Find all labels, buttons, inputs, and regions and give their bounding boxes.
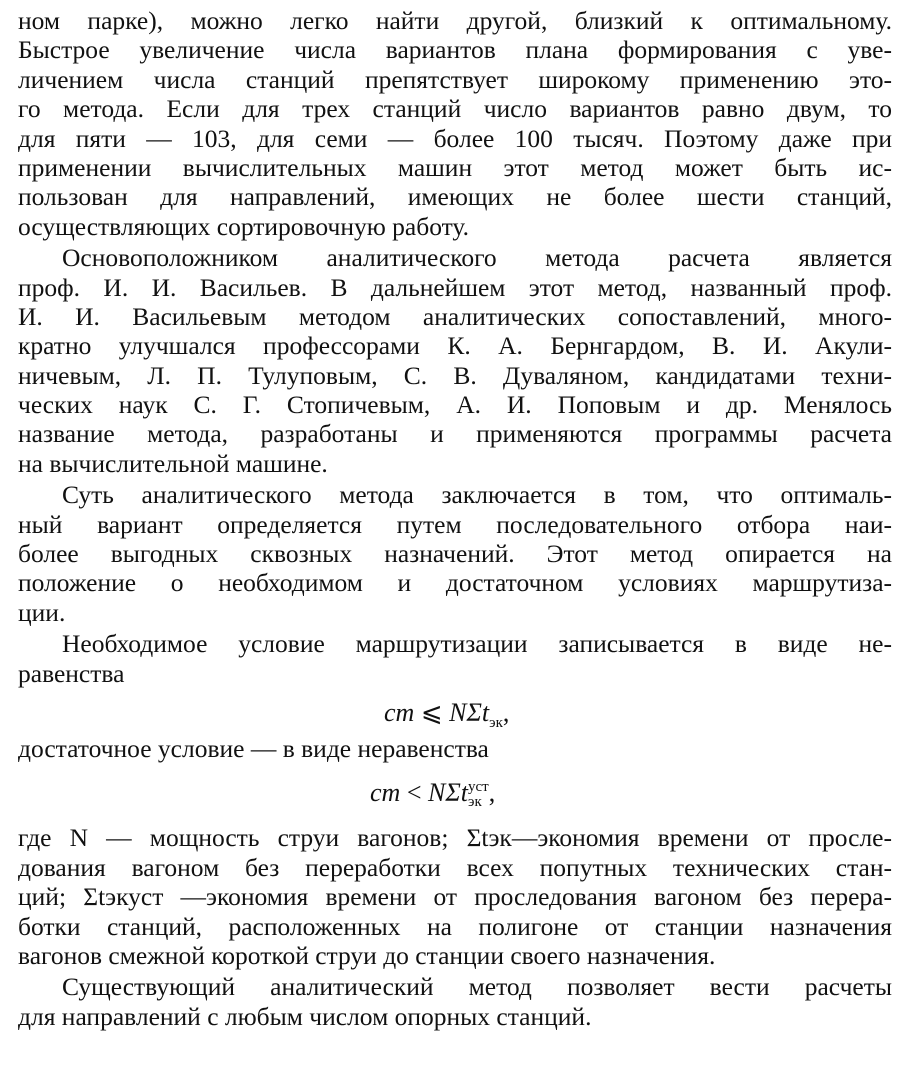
text-line: вагонов смежной короткой струи до станции своего назначения. [18,940,716,970]
paragraph-1 [18,6,892,241]
text-line: для пяти — 103, для семи — более 100 тысяч. Поэтому даже при [18,123,892,153]
text-line: И. И. Васильевым методом аналитических сопоставлений, много- [18,301,892,331]
formula-operator: < [406,778,422,808]
text-line: ный вариант определяется путем последовательного отбора наи- [18,509,892,539]
final-paragraph [18,972,892,1031]
text-line: Суть аналитического метода заключается в том, что оптималь- [62,480,892,510]
text-line: пользован для направлений, имеющих не более шести станций, [18,182,892,212]
text-line: название метода, разработаны и применяются программы расчета [18,419,892,449]
formula-lhs: cm [370,778,401,808]
text-line: осуществляющих сортировочную работу. [18,211,469,241]
formula-operator: ⩽ [420,697,443,727]
paragraph-4 [18,629,892,688]
text-line: дования вагоном без переработки всех попутных технических стан- [18,852,892,882]
formula-lhs: cm [384,697,415,727]
text-line: ботки станций, расположенных на полигоне от станции назначения [18,911,892,941]
text-line: Быстрое увеличение числа вариантов плана формирования с уве- [18,35,892,65]
text-line: Необходимое условие маршрутизации записывается в виде не- [62,629,892,659]
text-line: го метода. Если для трех станций число вариантов равно двум, то [18,94,892,124]
text-line: где N — мощность струи вагонов; Σtэк—экономия времени от просле- [18,823,892,853]
formula-rhs: NΣt [428,778,469,808]
formula-tail: , [502,697,510,727]
text-line: проф. И. И. Васильев. В дальнейшем этот метод, названный проф. [18,272,892,302]
text-line: положение о необходимом и достаточном условиях маршрутиза- [18,568,892,598]
text-line: ном парке), можно легко найти другой, близкий к оптимальному. [18,6,892,35]
text-line: на вычислительной машине. [18,448,328,478]
text-line: ций; Σtэкуст —экономия времени от проследования вагоном без перера- [18,882,892,912]
text-line: более выгодных сквозных назначений. Этот метод опирается на [18,539,892,569]
text-line: достаточное условие — в виде неравенства [18,733,489,763]
text-line: кратно улучшался профессорами К. А. Бернгардом, В. И. Акули- [18,331,892,361]
sufficient-condition-formula [18,767,892,817]
text-line: ции. [18,597,66,627]
text-line: ческих наук С. Г. Стопичевым, А. И. Поповым и др. Менялось [18,390,892,420]
definitions-paragraph [18,823,892,970]
text-line: Основоположником аналитического метода расчета является [62,243,892,273]
formula-superscript: уст [468,779,489,796]
necessary-condition-formula [18,692,892,734]
formula-rhs: NΣt [449,697,490,727]
text-line: применении вычислительных машин этот метод может быть ис- [18,152,892,182]
text-line: ничевым, Л. П. Тулуповым, С. В. Дуваляном, кандидатами техни- [18,360,892,390]
text-line: Существующий аналитический метод позволяет вести расчеты [62,972,892,1002]
formula-subscript: эк [468,794,482,811]
text-line: равенства [18,658,125,688]
paragraph-2 [18,243,892,478]
formula-subscript: эк [489,715,503,732]
formula-tail: , [488,778,496,808]
text-line: для направлений с любым числом опорных станций. [18,1001,592,1031]
paragraph-3 [18,480,892,627]
text-line: личением числа станций препятствует широкому применению это- [18,64,892,94]
